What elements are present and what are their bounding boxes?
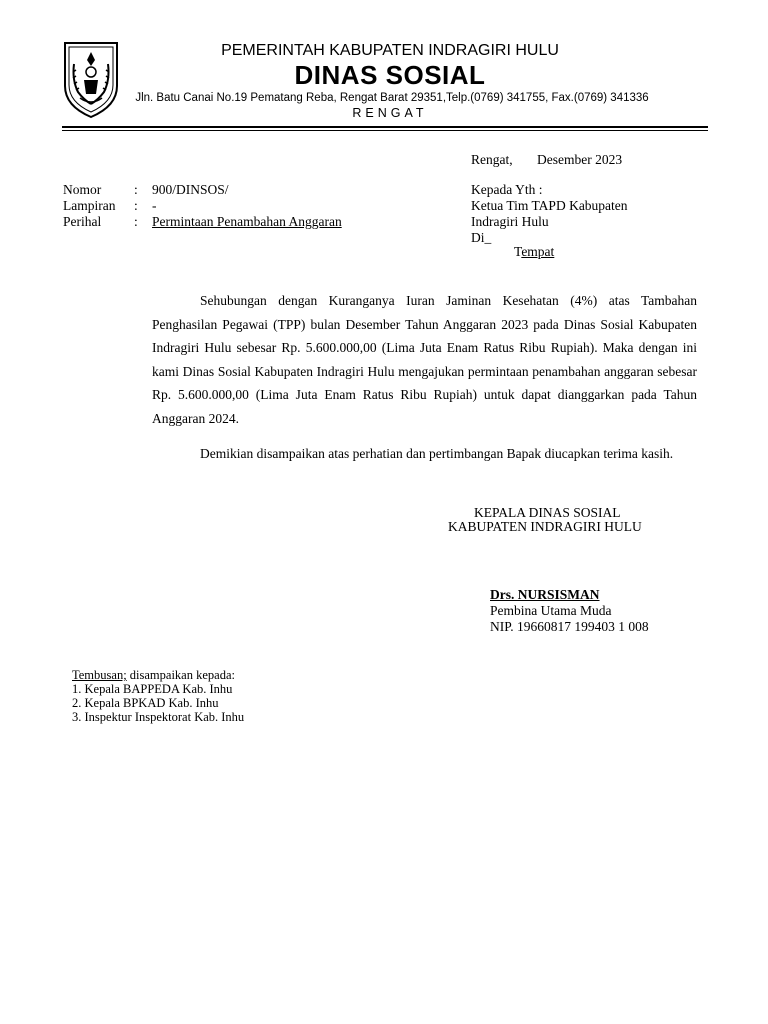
cc-item: 3. Inspektur Inspektorat Kab. Inhu [72, 710, 245, 724]
government-name: PEMERINTAH KABUPATEN INDRAGIRI HULU [221, 42, 559, 59]
cc-heading-label: Tembusan; [72, 668, 127, 682]
nomor-value: 900/DINSOS/ [152, 182, 229, 197]
nomor-label: Nomor [63, 182, 102, 197]
cc-item: 1. Kepala BAPPEDA Kab. Inhu [72, 682, 233, 696]
recipient-di: Di_ [471, 230, 492, 245]
date-place: Rengat, [471, 152, 513, 167]
letter-body [152, 289, 697, 466]
letterhead-divider-thick [62, 126, 708, 128]
perihal-label: Perihal [63, 214, 102, 229]
office-city: RENGAT [352, 106, 428, 120]
perihal-value: Permintaan Penambahan Anggaran [152, 214, 342, 229]
lampiran-colon: : [134, 198, 138, 213]
signatory-nip: NIP. 19660817 199403 1 008 [490, 619, 649, 634]
signatory-title-2: KABUPATEN INDRAGIRI HULU [448, 519, 642, 534]
recipient-region: Indragiri Hulu [471, 214, 549, 229]
recipient-place-rest: empat [521, 244, 555, 259]
recipient-place-initial: T [514, 244, 522, 259]
letterhead-divider-thin [62, 130, 708, 131]
signatory-name: Drs. NURSISMAN [490, 587, 600, 602]
signatory-rank: Pembina Utama Muda [490, 603, 612, 618]
perihal-colon: : [134, 214, 138, 229]
lampiran-value: - [152, 198, 157, 213]
body-paragraph-2: Demikian disampaikan atas perhatian dan pertimbangan Bapak diucapkan terima kasih. [200, 446, 674, 461]
cc-item: 2. Kepala BPKAD Kab. Inhu [72, 696, 219, 710]
cc-heading-rest: disampaikan kepada: [126, 668, 235, 682]
nomor-colon: : [134, 182, 138, 197]
department-name: DINAS SOSIAL [294, 60, 486, 90]
recipient-title: Ketua Tim TAPD Kabupaten [471, 198, 628, 213]
signatory-title-1: KEPALA DINAS SOSIAL [474, 505, 621, 520]
office-address: Jln. Batu Canai No.19 Pematang Reba, Rengat Barat 29351,Telp.(0769) 341755, Fax.(0769) 341336 [135, 92, 649, 104]
recipient-place [514, 244, 554, 260]
regency-coat-of-arms-icon [62, 40, 120, 120]
lampiran-label: Lampiran [63, 198, 116, 213]
body-paragraph-1: Sehubungan dengan Kuranganya Iuran Jaminan Kesehatan (4%) atas Tambahan Penghasilan Pegawai (TPP) bulan Desember Tahun Anggaran 2023 pada Dinas Sosial Kabupaten Indragiri Hulu sebesar Rp. 5.600.000,00 (Lima Juta Enam Ratus Ribu Rupiah). Maka dengan ini kami Dinas Sosial Kabupaten Indragiri Hulu mengajukan permintaan penambahan anggaran sebesar Rp. 5.600.000,00 (Lima Juta Enam Ratus Ribu Rupiah) untuk dapat dianggarkan pada Tahun Anggaran 2024. [152, 293, 697, 426]
recipient-salutation: Kepada Yth : [471, 182, 543, 197]
letter-date: Desember 2023 [537, 152, 623, 167]
cc-heading [72, 668, 235, 683]
